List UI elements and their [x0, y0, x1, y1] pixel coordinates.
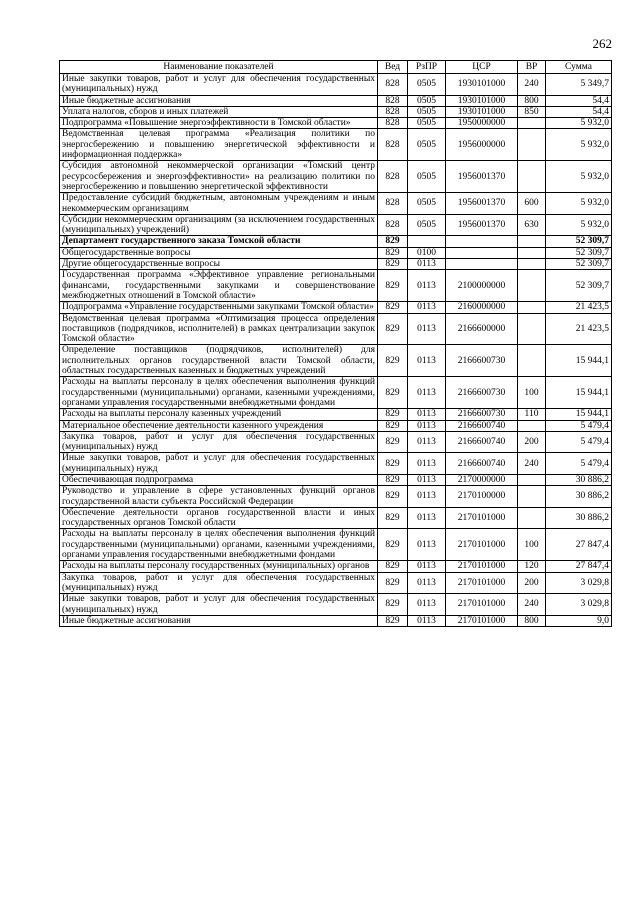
cell-sum: 5 479,4	[546, 420, 612, 431]
cell-vr: 100	[518, 529, 546, 561]
cell-rzpr: 0113	[408, 507, 446, 529]
cell-csr: 2160000000	[446, 302, 518, 313]
cell-name: Подпрограмма «Повышение энергоэффективности в Томской области»	[60, 118, 378, 129]
cell-sum: 52 309,7	[546, 247, 612, 258]
cell-rzpr: 0113	[408, 431, 446, 453]
cell-vr	[518, 420, 546, 431]
cell-name: Иные закупки товаров, работ и услуг для обеспечения государственных (муниципальных) нужд	[60, 74, 378, 96]
cell-name: Обеспечение деятельности органов государственной власти и иных государственных органов Томской области	[60, 507, 378, 529]
cell-rzpr: 0113	[408, 453, 446, 475]
cell-name: Обеспечивающая подпрограмма	[60, 474, 378, 485]
cell-name: Общегосударственные вопросы	[60, 247, 378, 258]
cell-ved: 828	[378, 214, 408, 236]
cell-rzpr: 0113	[408, 594, 446, 616]
cell-rzpr: 0505	[408, 161, 446, 193]
cell-vr: 800	[518, 95, 546, 106]
cell-rzpr: 0113	[408, 270, 446, 302]
table-row	[60, 95, 612, 106]
table-row	[60, 247, 612, 258]
table-row	[60, 409, 612, 420]
cell-vr	[518, 247, 546, 258]
table-row	[60, 507, 612, 529]
cell-sum: 52 309,7	[546, 259, 612, 270]
table-row	[60, 193, 612, 215]
page-number: 262	[592, 36, 612, 51]
cell-name: Расходы на выплаты персоналу казенных учреждений	[60, 409, 378, 420]
cell-csr: 2166600730	[446, 345, 518, 377]
cell-vr	[518, 486, 546, 508]
table-row	[60, 106, 612, 117]
cell-rzpr: 0113	[408, 409, 446, 420]
cell-vr: 240	[518, 74, 546, 96]
cell-name: Определение поставщиков (подрядчиков, исполнителей) для исполнительных органов государственной власти Томской области, областных государственных казенных и бюджетных учреждений	[60, 345, 378, 377]
cell-name: Ведомственная целевая программа «Оптимизация процесса определения поставщиков (подрядчиков, исполнителей) в рамках централизации закупок Томской области»	[60, 313, 378, 345]
table-row	[60, 270, 612, 302]
cell-sum: 3 029,8	[546, 594, 612, 616]
cell-rzpr: 0505	[408, 193, 446, 215]
cell-ved: 828	[378, 129, 408, 161]
cell-sum: 5 932,0	[546, 193, 612, 215]
cell-sum: 30 886,2	[546, 486, 612, 508]
cell-ved: 828	[378, 118, 408, 129]
cell-vr	[518, 270, 546, 302]
cell-csr: 2170101000	[446, 507, 518, 529]
cell-name: Другие общегосударственные вопросы	[60, 259, 378, 270]
cell-vr	[518, 313, 546, 345]
cell-name: Руководство и управление в сфере установленных функций органов государственной власти субъекта Российской Федерации	[60, 486, 378, 508]
cell-rzpr: 0113	[408, 615, 446, 626]
cell-vr: 630	[518, 214, 546, 236]
cell-csr: 2166600000	[446, 313, 518, 345]
cell-rzpr: 0113	[408, 529, 446, 561]
cell-name: Предоставление субсидий бюджетным, автономным учреждениям и иным некоммерческим организациям	[60, 193, 378, 215]
table-row	[60, 214, 612, 236]
cell-name: Закупка товаров, работ и услуг для обеспечения государственных (муниципальных) нужд	[60, 431, 378, 453]
cell-rzpr: 0113	[408, 313, 446, 345]
table-row	[60, 529, 612, 561]
cell-vr: 110	[518, 409, 546, 420]
cell-ved: 829	[378, 486, 408, 508]
cell-sum: 30 886,2	[546, 507, 612, 529]
cell-sum: 5 479,4	[546, 453, 612, 475]
header-rzpr: РзПР	[408, 61, 446, 74]
cell-csr: 1956001370	[446, 214, 518, 236]
cell-name: Расходы на выплаты персоналу в целях обеспечения выполнения функций государственными (муниципальными) органами, казенными учреждениями, органами управления государственными внебюджетными фондами	[60, 377, 378, 409]
table-row	[60, 236, 612, 247]
cell-csr: 1956000000	[446, 129, 518, 161]
cell-vr	[518, 507, 546, 529]
cell-ved: 829	[378, 594, 408, 616]
table-body	[60, 74, 612, 627]
cell-name: Департамент государственного заказа Томской области	[60, 236, 378, 247]
header-name: Наименование показателей	[60, 61, 378, 74]
cell-sum: 9,0	[546, 615, 612, 626]
cell-rzpr: 0505	[408, 129, 446, 161]
cell-sum: 5 349,7	[546, 74, 612, 96]
table-row	[60, 313, 612, 345]
cell-ved: 828	[378, 106, 408, 117]
cell-vr: 200	[518, 572, 546, 594]
cell-ved: 828	[378, 74, 408, 96]
cell-vr	[518, 129, 546, 161]
cell-ved: 829	[378, 474, 408, 485]
cell-ved: 829	[378, 453, 408, 475]
cell-sum: 5 932,0	[546, 118, 612, 129]
cell-vr	[518, 474, 546, 485]
cell-ved: 829	[378, 259, 408, 270]
cell-sum: 27 847,4	[546, 561, 612, 572]
cell-rzpr: 0113	[408, 345, 446, 377]
cell-sum: 21 423,5	[546, 302, 612, 313]
cell-name: Расходы на выплаты персоналу государственных (муниципальных) органов	[60, 561, 378, 572]
cell-vr: 850	[518, 106, 546, 117]
cell-vr: 240	[518, 594, 546, 616]
cell-csr: 2166600730	[446, 377, 518, 409]
table-row	[60, 615, 612, 626]
cell-vr	[518, 302, 546, 313]
cell-rzpr: 0113	[408, 572, 446, 594]
cell-name: Иные закупки товаров, работ и услуг для обеспечения государственных (муниципальных) нужд	[60, 453, 378, 475]
cell-ved: 829	[378, 377, 408, 409]
header-ved: Вед	[378, 61, 408, 74]
header-sum: Сумма	[546, 61, 612, 74]
cell-vr: 200	[518, 431, 546, 453]
cell-sum: 15 944,1	[546, 409, 612, 420]
table-row	[60, 118, 612, 129]
cell-name: Подпрограмма «Управление государственными закупками Томской области»	[60, 302, 378, 313]
cell-ved: 829	[378, 302, 408, 313]
cell-sum: 27 847,4	[546, 529, 612, 561]
cell-ved: 828	[378, 95, 408, 106]
budget-table	[59, 60, 612, 627]
cell-vr: 800	[518, 615, 546, 626]
table-row	[60, 431, 612, 453]
cell-vr: 100	[518, 377, 546, 409]
cell-ved: 829	[378, 529, 408, 561]
cell-ved: 829	[378, 561, 408, 572]
cell-ved: 829	[378, 615, 408, 626]
cell-sum: 52 309,7	[546, 270, 612, 302]
table-row	[60, 474, 612, 485]
cell-csr: 1930101000	[446, 95, 518, 106]
cell-sum: 15 944,1	[546, 377, 612, 409]
cell-csr: 1930101000	[446, 106, 518, 117]
cell-sum: 5 932,0	[546, 129, 612, 161]
table-row	[60, 129, 612, 161]
cell-sum: 52 309,7	[546, 236, 612, 247]
cell-name: Государственная программа «Эффективное управление региональными финансами, государственными закупками и совершенствование межбюджетных отношений в Томской области»	[60, 270, 378, 302]
cell-vr	[518, 118, 546, 129]
cell-sum: 30 886,2	[546, 474, 612, 485]
cell-csr: 2170101000	[446, 561, 518, 572]
cell-sum: 54,4	[546, 106, 612, 117]
cell-ved: 829	[378, 409, 408, 420]
table-row	[60, 594, 612, 616]
table-header-row	[60, 61, 612, 74]
cell-ved: 829	[378, 345, 408, 377]
cell-csr	[446, 247, 518, 258]
cell-ved: 829	[378, 507, 408, 529]
cell-vr	[518, 161, 546, 193]
cell-name: Иные бюджетные ассигнования	[60, 615, 378, 626]
table-row	[60, 259, 612, 270]
cell-vr	[518, 345, 546, 377]
cell-rzpr: 0505	[408, 106, 446, 117]
cell-name: Материальное обеспечение деятельности казенного учреждения	[60, 420, 378, 431]
cell-sum: 5 479,4	[546, 431, 612, 453]
cell-name: Закупка товаров, работ и услуг для обеспечения государственных (муниципальных) нужд	[60, 572, 378, 594]
cell-vr: 240	[518, 453, 546, 475]
cell-ved: 828	[378, 161, 408, 193]
cell-name: Субсидии некоммерческим организациям (за исключением государственных (муниципальных) учреждений)	[60, 214, 378, 236]
cell-name: Уплата налогов, сборов и иных платежей	[60, 106, 378, 117]
cell-csr: 2170100000	[446, 486, 518, 508]
cell-rzpr: 0505	[408, 95, 446, 106]
cell-vr	[518, 236, 546, 247]
cell-csr: 2166600740	[446, 420, 518, 431]
cell-csr: 1956001370	[446, 193, 518, 215]
cell-vr: 120	[518, 561, 546, 572]
cell-csr: 1950000000	[446, 118, 518, 129]
cell-csr	[446, 259, 518, 270]
cell-sum: 15 944,1	[546, 345, 612, 377]
cell-csr: 2170000000	[446, 474, 518, 485]
cell-csr: 2100000000	[446, 270, 518, 302]
cell-rzpr: 0113	[408, 259, 446, 270]
cell-ved: 829	[378, 313, 408, 345]
cell-sum: 54,4	[546, 95, 612, 106]
cell-name: Ведомственная целевая программа «Реализация политики по энергосбережению и повышению энергетической эффективности и информационная поддержка»	[60, 129, 378, 161]
cell-csr: 2170101000	[446, 615, 518, 626]
cell-rzpr: 0113	[408, 561, 446, 572]
cell-rzpr	[408, 236, 446, 247]
table-row	[60, 572, 612, 594]
cell-csr: 2170101000	[446, 572, 518, 594]
cell-ved: 829	[378, 572, 408, 594]
cell-rzpr: 0100	[408, 247, 446, 258]
cell-ved: 829	[378, 420, 408, 431]
table-row	[60, 453, 612, 475]
table-row	[60, 302, 612, 313]
table-row	[60, 420, 612, 431]
cell-name: Субсидия автономной некоммерческой организации «Томский центр ресурсосбережения и энергоэффективности» на реализацию политики по энергосбережению и повышению энергетической эффективности	[60, 161, 378, 193]
cell-sum: 21 423,5	[546, 313, 612, 345]
cell-rzpr: 0505	[408, 74, 446, 96]
cell-name: Иные закупки товаров, работ и услуг для обеспечения государственных (муниципальных) нужд	[60, 594, 378, 616]
cell-name: Иные бюджетные ассигнования	[60, 95, 378, 106]
cell-ved: 828	[378, 193, 408, 215]
cell-csr	[446, 236, 518, 247]
cell-rzpr: 0113	[408, 302, 446, 313]
cell-rzpr: 0113	[408, 486, 446, 508]
cell-sum: 3 029,8	[546, 572, 612, 594]
table-row	[60, 486, 612, 508]
cell-ved: 829	[378, 247, 408, 258]
table-row	[60, 345, 612, 377]
cell-name: Расходы на выплаты персоналу в целях обеспечения выполнения функций государственными (муниципальными) органами, казенными учреждениями, органами управления государственными внебюджетными фондами	[60, 529, 378, 561]
cell-vr	[518, 259, 546, 270]
cell-csr: 2170101000	[446, 594, 518, 616]
cell-rzpr: 0505	[408, 118, 446, 129]
cell-rzpr: 0113	[408, 474, 446, 485]
header-vr: ВР	[518, 61, 546, 74]
cell-csr: 2166600740	[446, 431, 518, 453]
table-row	[60, 377, 612, 409]
table-row	[60, 561, 612, 572]
cell-vr: 600	[518, 193, 546, 215]
header-csr: ЦСР	[446, 61, 518, 74]
cell-sum: 5 932,0	[546, 214, 612, 236]
cell-csr: 1930101000	[446, 74, 518, 96]
cell-sum: 5 932,0	[546, 161, 612, 193]
cell-csr: 2166600730	[446, 409, 518, 420]
cell-rzpr: 0505	[408, 214, 446, 236]
cell-csr: 1956001370	[446, 161, 518, 193]
cell-ved: 829	[378, 431, 408, 453]
cell-ved: 829	[378, 236, 408, 247]
cell-ved: 829	[378, 270, 408, 302]
table-row	[60, 74, 612, 96]
cell-csr: 2166600740	[446, 453, 518, 475]
cell-rzpr: 0113	[408, 420, 446, 431]
table-row	[60, 161, 612, 193]
cell-rzpr: 0113	[408, 377, 446, 409]
cell-csr: 2170101000	[446, 529, 518, 561]
